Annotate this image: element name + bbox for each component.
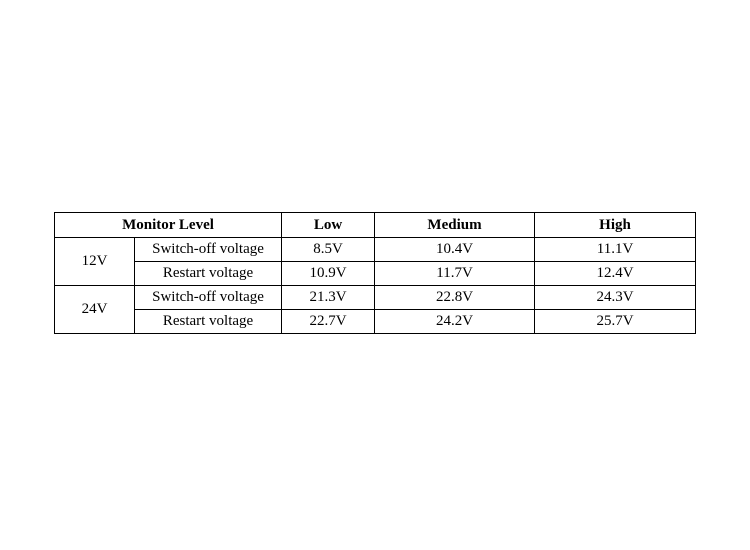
value-low-cell: 10.9V — [282, 262, 375, 286]
parameter-cell: Restart voltage — [135, 262, 282, 286]
value-high-cell: 12.4V — [535, 262, 696, 286]
system-12v-cell: 12V — [55, 238, 135, 286]
header-low: Low — [282, 213, 375, 238]
value-medium-cell: 24.2V — [375, 310, 535, 334]
table-row — [55, 286, 696, 310]
parameter-cell: Restart voltage — [135, 310, 282, 334]
value-high-cell: 11.1V — [535, 238, 696, 262]
header-medium: Medium — [375, 213, 535, 238]
header-high: High — [535, 213, 696, 238]
value-low-cell: 21.3V — [282, 286, 375, 310]
value-medium-cell: 10.4V — [375, 238, 535, 262]
table-row — [55, 262, 696, 286]
parameter-cell: Switch-off voltage — [135, 286, 282, 310]
voltage-monitor-table — [54, 212, 696, 334]
value-low-cell: 8.5V — [282, 238, 375, 262]
value-high-cell: 24.3V — [535, 286, 696, 310]
table-row — [55, 310, 696, 334]
value-high-cell: 25.7V — [535, 310, 696, 334]
value-medium-cell: 22.8V — [375, 286, 535, 310]
header-monitor-level: Monitor Level — [55, 213, 282, 238]
system-24v-cell: 24V — [55, 286, 135, 334]
value-medium-cell: 11.7V — [375, 262, 535, 286]
table-row — [55, 238, 696, 262]
value-low-cell: 22.7V — [282, 310, 375, 334]
parameter-cell: Switch-off voltage — [135, 238, 282, 262]
table-header-row — [55, 213, 696, 238]
